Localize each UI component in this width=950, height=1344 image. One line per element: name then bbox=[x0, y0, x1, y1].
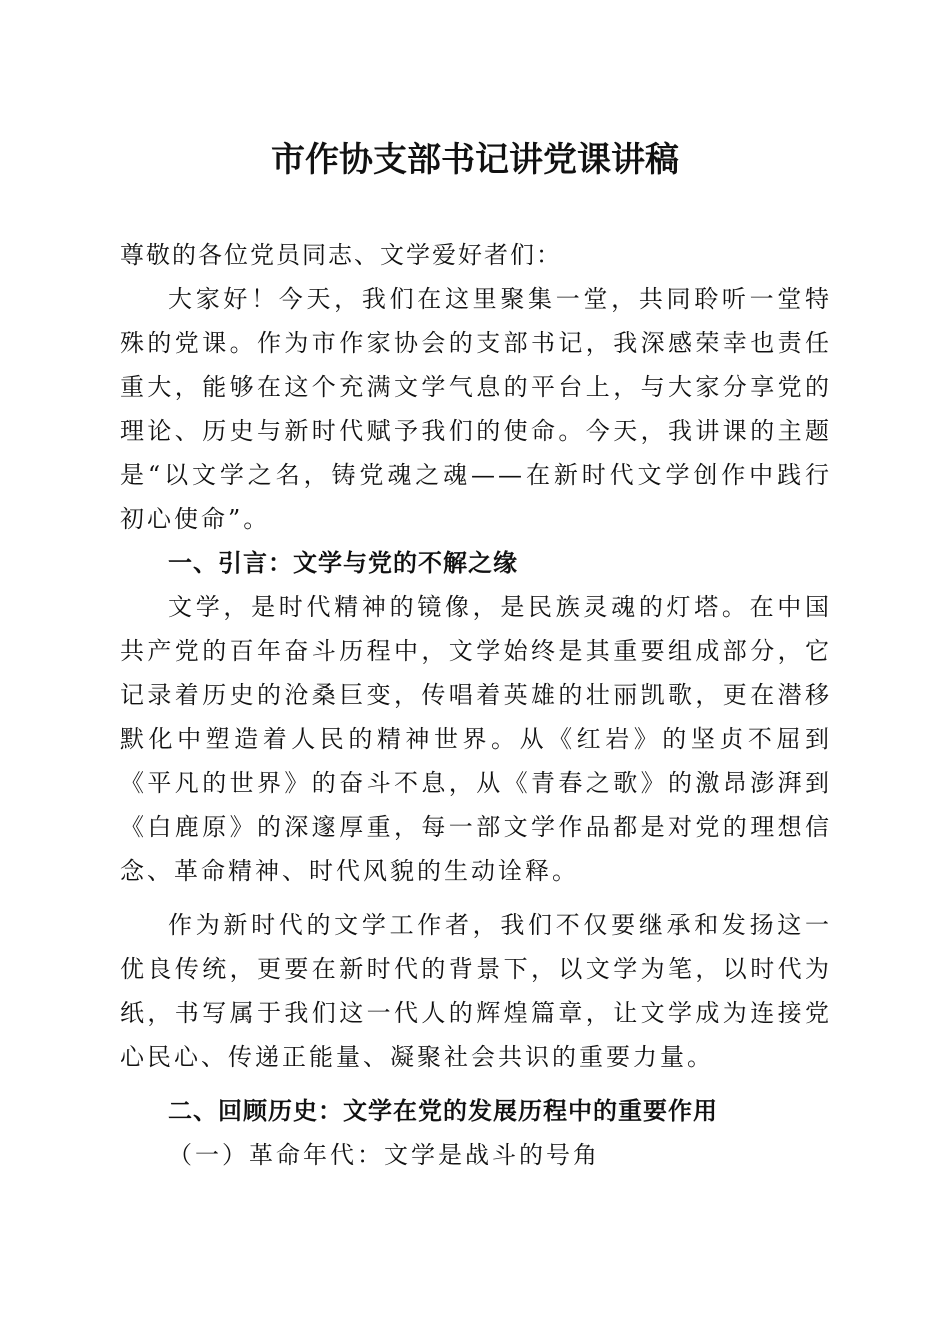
intro-paragraph: 大家好！今天，我们在这里聚集一堂，共同聆听一堂特殊的党课。作为市作家协会的支部书记，我深感荣幸也责任重大，能够在这个充满文学气息的平台上，与大家分享党的理论、历史与新时代赋予我们的使命。今天，我讲课的主题是“以文学之名，铸党魂之魂——在新时代文学创作中践行初心使命”。 bbox=[120, 285, 832, 533]
section-1-paragraph-1: 文学，是时代精神的镜像，是民族灵魂的灯塔。在中国共产党的百年奋斗历程中，文学始终是其重要组成部分，它记录着历史的沧桑巨变，传唱着英雄的壮丽凯歌，更在潜移默化中塑造着人民的精神世界。从《红岩》的坚贞不屈到《平凡的世界》的奋斗不息，从《青春之歌》的激昂澎湃到《白鹿原》的深邃厚重，每一部文学作品都是对党的理想信念、革命精神、时代风貌的生动诠释。 bbox=[120, 593, 832, 885]
salutation: 尊敬的各位党员同志、文学爱好者们： bbox=[120, 241, 562, 269]
document-title: 市作协支部书记讲党课讲稿 bbox=[271, 140, 679, 180]
paragraph-gap bbox=[120, 893, 832, 903]
section-2-subheading-1: （一）革命年代：文学是战斗的号角 bbox=[168, 1141, 600, 1169]
section-2-heading: 二、回顾历史：文学在党的发展历程中的重要作用 bbox=[168, 1097, 718, 1125]
section-1-heading: 一、引言：文学与党的不解之缘 bbox=[168, 549, 518, 577]
document-body bbox=[120, 233, 832, 1177]
paragraph-gap bbox=[120, 1079, 832, 1089]
section-1-paragraph-2: 作为新时代的文学工作者，我们不仅要继承和发扬这一优良传统，更要在新时代的背景下，以文学为笔，以时代为纸，书写属于我们这一代人的辉煌篇章，让文学成为连接党心民心、传递正能量、凝聚社会共识的重要力量。 bbox=[120, 911, 832, 1071]
